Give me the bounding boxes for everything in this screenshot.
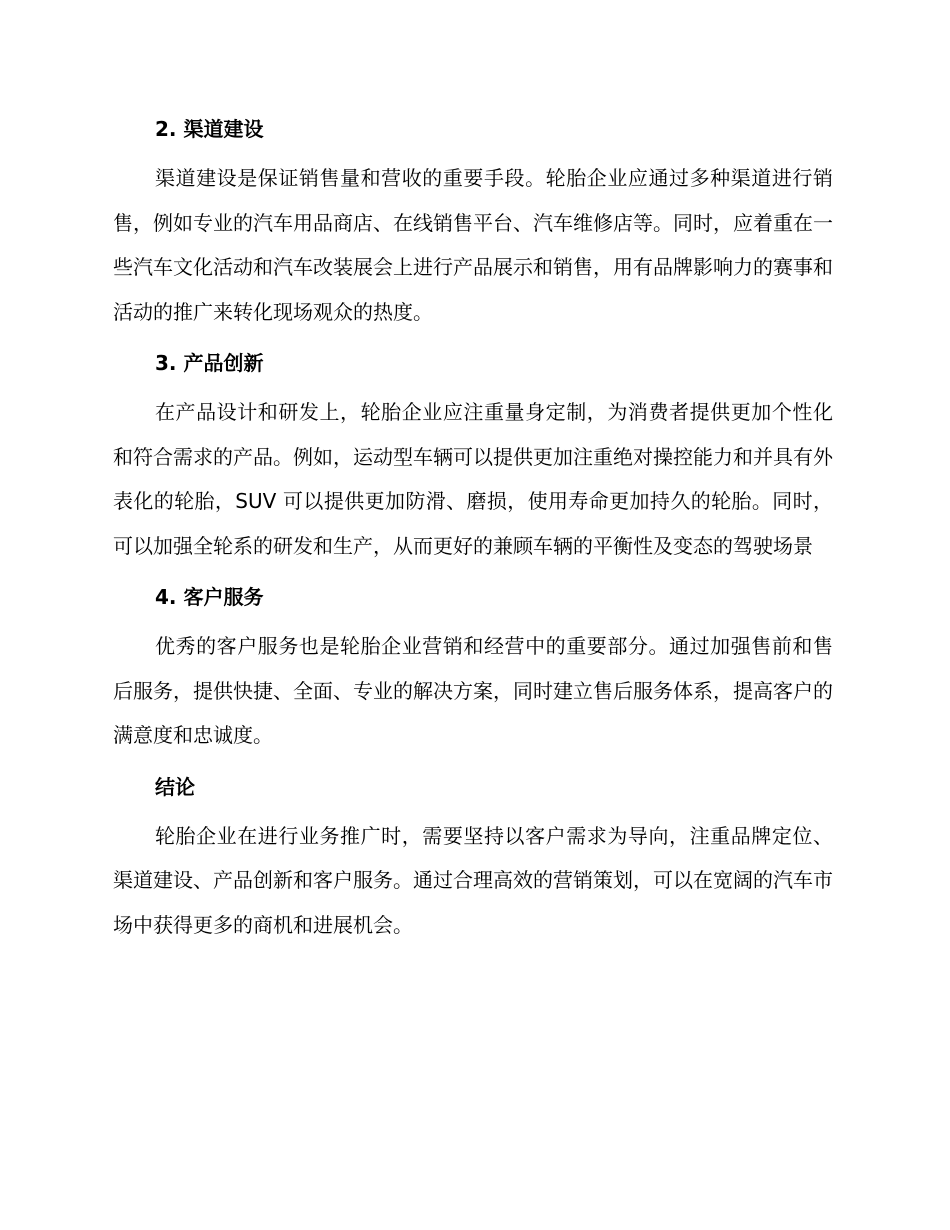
section-paragraph: 轮胎企业在进行业务推广时，需要坚持以客户需求为导向，注重品牌定位、渠道建设、产品创新和客户服务。通过合理高效的营销策划，可以在宽阔的汽车市场中获得更多的商机和进展机会。	[113, 823, 833, 937]
section-product-innovation	[113, 342, 833, 568]
section-paragraph: 渠道建设是保证销售量和营收的重要手段。轮胎企业应通过多种渠道进行销售，例如专业的汽车用品商店、在线销售平台、汽车维修店等。同时，应着重在一些汽车文化活动和汽车改装展会上进行产品展示和销售，用有品牌影响力的赛事和活动的推广来转化现场观众的热度。	[113, 166, 833, 324]
section-heading: 结论	[155, 774, 195, 799]
document-body	[113, 108, 833, 955]
section-heading: 4. 客户服务	[155, 585, 264, 609]
section-paragraph: 在产品设计和研发上，轮胎企业应注重量身定制，为消费者提供更加个性化和符合需求的产品。例如，运动型车辆可以提供更加注重绝对操控能力和并具有外表化的轮胎，SUV 可以提供更加防滑、磨损，使用寿命更加持久的轮胎。同时，可以加强全轮系的研发和生产，从而更好的兼顾车辆的平衡性及变态的驾驶场景	[113, 400, 833, 558]
section-heading: 2. 渠道建设	[155, 117, 264, 141]
section-customer-service	[113, 576, 833, 758]
section-conclusion	[113, 766, 833, 948]
section-heading: 3. 产品创新	[155, 351, 264, 375]
section-paragraph: 优秀的客户服务也是轮胎企业营销和经营中的重要部分。通过加强售前和售后服务，提供快捷、全面、专业的解决方案，同时建立售后服务体系，提高客户的满意度和忠诚度。	[113, 634, 833, 747]
section-channel-building	[113, 108, 833, 334]
